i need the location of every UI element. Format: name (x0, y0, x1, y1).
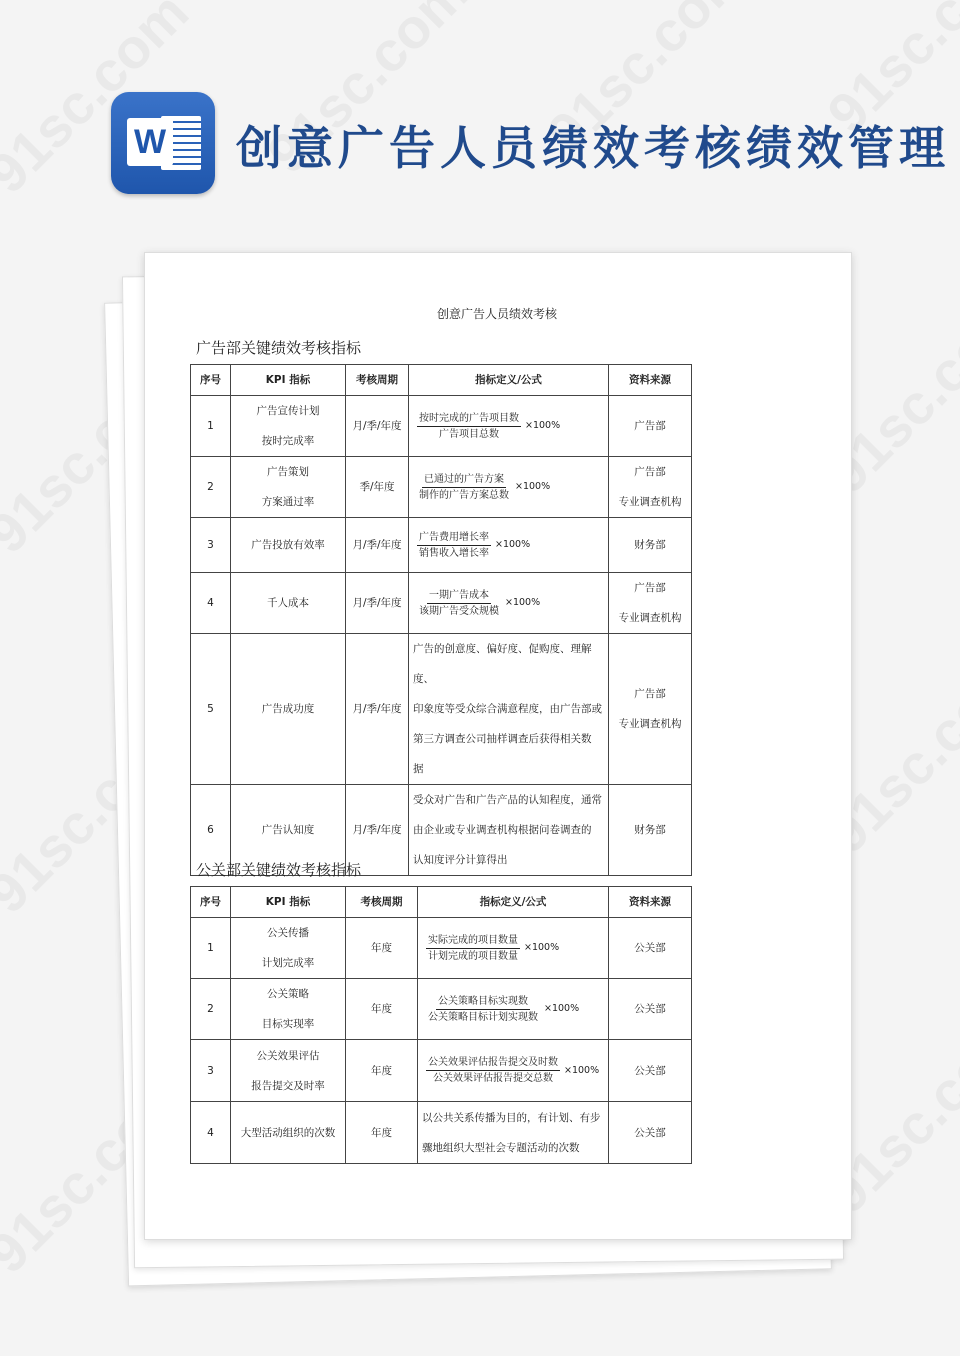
assessment-cycle: 年度 (346, 918, 418, 979)
data-source (609, 457, 692, 518)
formula (413, 411, 604, 442)
header-definition: 指标定义/公式 (418, 887, 609, 918)
kpi-definition (418, 979, 609, 1040)
kpi-line: 千人成本 (267, 597, 309, 609)
formula (422, 933, 604, 964)
ad-kpi-table (190, 364, 692, 876)
formula (422, 994, 604, 1025)
definition-line: 第三方调查公司抽样调查后获得相关数 (413, 733, 592, 745)
kpi-definition (418, 1102, 609, 1164)
formula-multiplier: ×100% (505, 597, 541, 608)
assessment-cycle: 季/年度 (346, 457, 409, 518)
definition-line: 以公共关系传播为目的，有计划、有步 (422, 1111, 601, 1124)
formula-multiplier: ×100% (544, 1003, 580, 1014)
source-line: 广告部 (634, 582, 666, 594)
kpi-name (231, 918, 346, 979)
data-source (609, 634, 692, 785)
kpi-definition (409, 457, 609, 518)
row-number: 1 (191, 396, 231, 457)
formula-denominator: 该期广告受众规模 (419, 605, 499, 617)
header-cycle: 考核周期 (346, 365, 409, 396)
source-line: 专业调查机构 (618, 496, 682, 508)
row-number: 3 (191, 1040, 231, 1102)
kpi-definition (409, 518, 609, 573)
header-source: 资料来源 (609, 365, 692, 396)
source-line: 广告部 (634, 420, 666, 432)
data-source (609, 979, 692, 1040)
kpi-name (231, 573, 346, 634)
table-row (191, 457, 692, 518)
row-number: 1 (191, 918, 231, 979)
definition-line: 由企业或专业调查机构根据问卷调查的 (413, 824, 592, 836)
fraction (426, 994, 540, 1025)
kpi-name (231, 1102, 346, 1164)
kpi-line: 广告成功度 (261, 703, 315, 715)
assessment-cycle: 月/季/年度 (346, 634, 409, 785)
formula (413, 588, 604, 619)
fraction (417, 411, 521, 442)
fraction (417, 588, 501, 619)
header-source: 资料来源 (609, 887, 692, 918)
definition-line: 广告的创意度、偏好度、促购度、理解度、 (413, 643, 592, 685)
table-row (191, 518, 692, 573)
fraction (417, 530, 491, 561)
section-heading-pr: 公关部关键绩效考核指标 (196, 861, 362, 879)
kpi-name (231, 518, 346, 573)
source-line: 财务部 (634, 824, 666, 836)
formula-denominator: 计划完成的项目数量 (428, 950, 518, 962)
formula-numerator: 按时完成的广告项目数 (417, 411, 521, 427)
kpi-definition (409, 634, 609, 785)
formula-multiplier: ×100% (515, 481, 551, 492)
data-source (609, 918, 692, 979)
table-row (191, 573, 692, 634)
table-header-row (191, 365, 692, 396)
pr-kpi-table (190, 886, 692, 1164)
source-line: 专业调查机构 (618, 612, 682, 624)
formula-multiplier: ×100% (524, 942, 560, 953)
definition-line: 受众对广告和广告产品的认知程度，通常 (413, 794, 602, 806)
data-source (609, 1040, 692, 1102)
formula-numerator: 公关策略目标实现数 (436, 994, 530, 1010)
data-source (609, 1102, 692, 1164)
table-row (191, 1040, 692, 1102)
row-number: 3 (191, 518, 231, 573)
formula-multiplier: ×100% (525, 420, 561, 431)
data-source (609, 785, 692, 876)
table-row (191, 634, 692, 785)
fraction (426, 933, 520, 964)
data-source (609, 396, 692, 457)
source-line: 公关部 (634, 1064, 666, 1077)
kpi-line: 计划完成率 (261, 957, 315, 969)
row-number: 5 (191, 634, 231, 785)
word-letter: W (127, 118, 173, 166)
formula-multiplier: ×100% (495, 539, 531, 550)
kpi-line: 方案通过率 (261, 496, 315, 508)
definition-line: 据 (413, 763, 424, 775)
formula-numerator: 已通过的广告方案 (422, 472, 506, 488)
formula-multiplier: ×100% (564, 1064, 600, 1076)
formula-numerator: 公关效果评估报告提交及时数 (426, 1055, 560, 1071)
word-app-icon (111, 92, 215, 194)
row-number: 4 (191, 1102, 231, 1164)
formula (413, 472, 604, 503)
kpi-name (231, 634, 346, 785)
row-number: 2 (191, 457, 231, 518)
header-kpi: KPI 指标 (231, 365, 346, 396)
fraction (417, 472, 511, 503)
header-definition: 指标定义/公式 (409, 365, 609, 396)
definition-line: 骤地组织大型社会专题活动的次数 (422, 1141, 580, 1154)
formula-denominator: 广告项目总数 (439, 428, 499, 440)
kpi-line: 公关策略 (267, 988, 309, 1000)
document-title: 创意广告人员绩效考核 (436, 307, 557, 321)
source-line: 专业调查机构 (618, 718, 682, 730)
formula-numerator: 实际完成的项目数量 (426, 933, 520, 949)
header-no: 序号 (191, 365, 231, 396)
assessment-cycle: 月/季/年度 (346, 573, 409, 634)
row-number: 6 (191, 785, 231, 876)
definition-line: 认知度评分计算得出 (413, 854, 508, 866)
source-line: 广告部 (634, 688, 666, 700)
kpi-definition (418, 918, 609, 979)
kpi-line: 广告投放有效率 (251, 539, 325, 551)
formula-denominator: 公关效果评估报告提交总数 (433, 1073, 553, 1084)
kpi-name (231, 457, 346, 518)
source-line: 广告部 (634, 466, 666, 478)
kpi-name (231, 1040, 346, 1102)
kpi-line: 公关效果评估 (256, 1049, 320, 1062)
formula-denominator: 制作的广告方案总数 (419, 489, 509, 501)
header-no: 序号 (191, 887, 231, 918)
assessment-cycle: 年度 (346, 1102, 418, 1164)
kpi-name (231, 979, 346, 1040)
assessment-cycle: 月/季/年度 (346, 518, 409, 573)
section-heading-ad: 广告部关键绩效考核指标 (196, 339, 362, 357)
kpi-line: 按时完成率 (261, 435, 315, 447)
kpi-line: 广告策划 (267, 466, 309, 478)
kpi-line: 广告认知度 (261, 824, 315, 836)
definition-line: 印象度等受众综合满意程度，由广告部或 (413, 703, 602, 715)
table-row (191, 396, 692, 457)
fraction (426, 1055, 560, 1086)
formula-denominator: 公关策略目标计划实现数 (428, 1011, 538, 1023)
kpi-definition (409, 573, 609, 634)
kpi-line: 报告提交及时率 (251, 1079, 325, 1092)
data-source (609, 518, 692, 573)
formula (422, 1055, 604, 1086)
kpi-line: 大型活动组织的次数 (240, 1126, 336, 1139)
source-line: 公关部 (634, 942, 666, 954)
formula (413, 530, 604, 561)
header-kpi: KPI 指标 (231, 887, 346, 918)
assessment-cycle: 月/季/年度 (346, 785, 409, 876)
formula-numerator: 一期广告成本 (427, 588, 491, 604)
formula-denominator: 销售收入增长率 (419, 547, 489, 559)
table-row (191, 1102, 692, 1164)
kpi-line: 公关传播 (267, 927, 309, 939)
kpi-name (231, 396, 346, 457)
source-line: 财务部 (634, 539, 666, 551)
table-row (191, 979, 692, 1040)
formula-numerator: 广告费用增长率 (417, 530, 491, 546)
kpi-definition (418, 1040, 609, 1102)
banner-title: 创意广告人员绩效考核绩效管理 (236, 121, 950, 175)
data-source (609, 573, 692, 634)
assessment-cycle: 年度 (346, 1040, 418, 1102)
table-row (191, 918, 692, 979)
header-cycle: 考核周期 (346, 887, 418, 918)
kpi-line: 目标实现率 (261, 1018, 315, 1030)
source-line: 公关部 (634, 1126, 666, 1139)
assessment-cycle: 月/季/年度 (346, 396, 409, 457)
assessment-cycle: 年度 (346, 979, 418, 1040)
kpi-definition (409, 396, 609, 457)
table-header-row (191, 887, 692, 918)
source-line: 公关部 (634, 1003, 666, 1015)
row-number: 2 (191, 979, 231, 1040)
kpi-definition (409, 785, 609, 876)
kpi-line: 广告宣传计划 (256, 405, 320, 417)
row-number: 4 (191, 573, 231, 634)
